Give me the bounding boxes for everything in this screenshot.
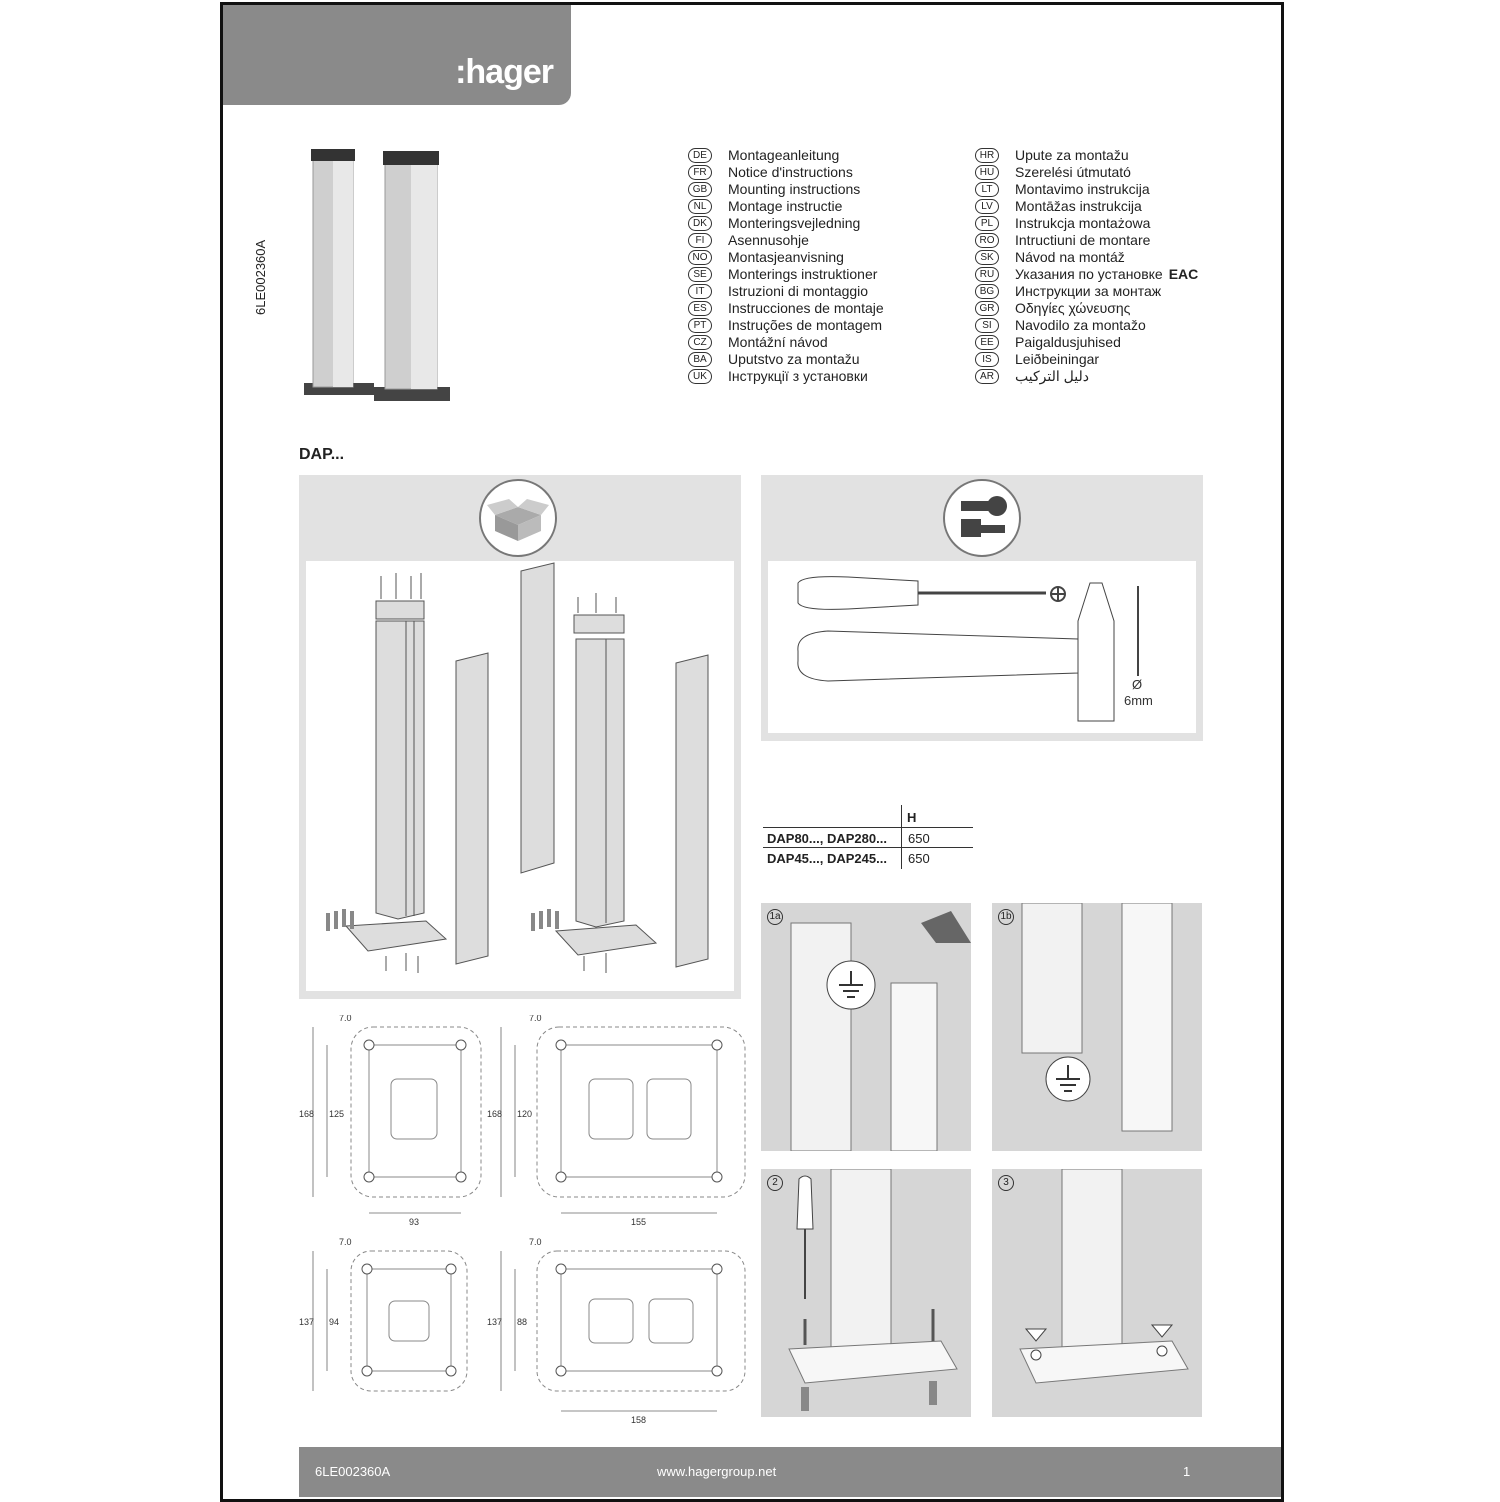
lang-item: SE Monterings instruktioner xyxy=(688,266,884,283)
drill-diameter-symbol: Ø xyxy=(1132,677,1143,692)
dim-155: 155 xyxy=(631,1217,647,1227)
footer-doc-code: 6LE002360A xyxy=(315,1464,391,1479)
eac-mark: EAC xyxy=(1168,266,1199,282)
hole-dim-4: 7.0 xyxy=(529,1237,542,1247)
dim-93: 93 xyxy=(409,1217,420,1227)
table-row-h: 650 xyxy=(908,851,930,866)
table-rule xyxy=(763,827,973,828)
tools-illustration xyxy=(768,561,1196,733)
hole-dim-3: 7.0 xyxy=(339,1237,352,1247)
dim-168-a: 168 xyxy=(299,1109,315,1119)
hager-logo: :hager xyxy=(455,53,553,91)
product-title: DAP... xyxy=(299,446,345,463)
footer-website: www.hagergroup.net xyxy=(657,1464,777,1479)
document-code-vertical: 6LE002360A xyxy=(253,239,268,315)
lang-item: NL Montage instructie xyxy=(688,198,884,215)
lang-item: PT Instruções de montagem xyxy=(688,317,884,334)
lang-item: UK Інструкції з установки xyxy=(688,368,884,385)
lang-item: DK Monteringsvejledning xyxy=(688,215,884,232)
dim-168-b: 168 xyxy=(487,1109,503,1119)
table-header-h: H xyxy=(907,810,917,825)
dim-125: 125 xyxy=(329,1109,345,1119)
drill-size-label: 6mm xyxy=(1124,693,1153,708)
languages-list-left xyxy=(688,147,884,385)
instruction-sheet xyxy=(220,2,1284,1502)
hole-dim-2: 7.0 xyxy=(529,1015,542,1023)
lang-item: EE Paigaldusjuhised xyxy=(975,334,1198,351)
dim-158: 158 xyxy=(631,1415,647,1425)
lang-item: LT Montavimo instrukcija xyxy=(975,181,1198,198)
lang-item: IS Leiðbeiningar xyxy=(975,351,1198,368)
brand-header xyxy=(223,5,571,105)
tools-panel xyxy=(761,475,1203,741)
lang-item: LV Montāžas instrukcija xyxy=(975,198,1198,215)
package-contents-panel xyxy=(299,475,741,999)
exploded-view xyxy=(306,561,734,991)
table-divider xyxy=(901,805,902,869)
dim-94: 94 xyxy=(329,1317,340,1327)
lang-item: FR Notice d'instructions xyxy=(688,164,884,181)
languages-list-right xyxy=(975,147,1198,385)
lang-item: RU Указания по установке EAC xyxy=(975,266,1198,283)
step-1a-panel xyxy=(761,903,971,1151)
lang-item: GR Οδηγίες χώνευσης xyxy=(975,300,1198,317)
step-3-panel xyxy=(992,1169,1202,1417)
step-number: 3 xyxy=(998,1175,1014,1191)
step-number: 1b xyxy=(998,909,1014,925)
table-row-models: DAP45..., DAP245... xyxy=(767,851,887,866)
lang-item: DE Montageanleitung xyxy=(688,147,884,164)
product-columns-illustration xyxy=(299,143,459,403)
lang-item: AR دليل التركيب xyxy=(975,368,1198,385)
box-icon xyxy=(479,479,557,557)
lang-item: GB Mounting instructions xyxy=(688,181,884,198)
lang-item: SI Navodilo za montažo xyxy=(975,317,1198,334)
step-number: 2 xyxy=(767,1175,783,1191)
table-row-h: 650 xyxy=(908,831,930,846)
lang-item: NO Montasjeanvisning xyxy=(688,249,884,266)
table-row-models: DAP80..., DAP280... xyxy=(767,831,887,846)
lang-item: RO Intructiuni de montare xyxy=(975,232,1198,249)
dim-120: 120 xyxy=(517,1109,533,1119)
dim-137-a: 137 xyxy=(299,1317,315,1327)
tools-icon xyxy=(943,479,1021,557)
lang-item: IT Istruzioni di montaggio xyxy=(688,283,884,300)
step-2-panel xyxy=(761,1169,971,1417)
table-rule xyxy=(763,847,973,848)
step-1b-panel xyxy=(992,903,1202,1151)
lang-item: CZ Montážní návod xyxy=(688,334,884,351)
step-number: 1a xyxy=(767,909,783,925)
lang-item: HR Upute za montažu xyxy=(975,147,1198,164)
lang-item: HU Szerelési útmutató xyxy=(975,164,1198,181)
lang-item: FI Asennusohje xyxy=(688,232,884,249)
lang-item: PL Instrukcja montażowa xyxy=(975,215,1198,232)
page-footer xyxy=(299,1447,1281,1497)
dim-137-b: 137 xyxy=(487,1317,503,1327)
footer-page-number: 1 xyxy=(1183,1464,1191,1479)
lang-item: BA Uputstvo za montažu xyxy=(688,351,884,368)
lang-item: ES Instrucciones de montaje xyxy=(688,300,884,317)
dim-88: 88 xyxy=(517,1317,528,1327)
lang-item: SK Návod na montáž xyxy=(975,249,1198,266)
hole-dim-1: 7.0 xyxy=(339,1015,352,1023)
base-plate-dimension-drawings xyxy=(299,1015,759,1435)
lang-item: BG Инструкции за монтаж xyxy=(975,283,1198,300)
